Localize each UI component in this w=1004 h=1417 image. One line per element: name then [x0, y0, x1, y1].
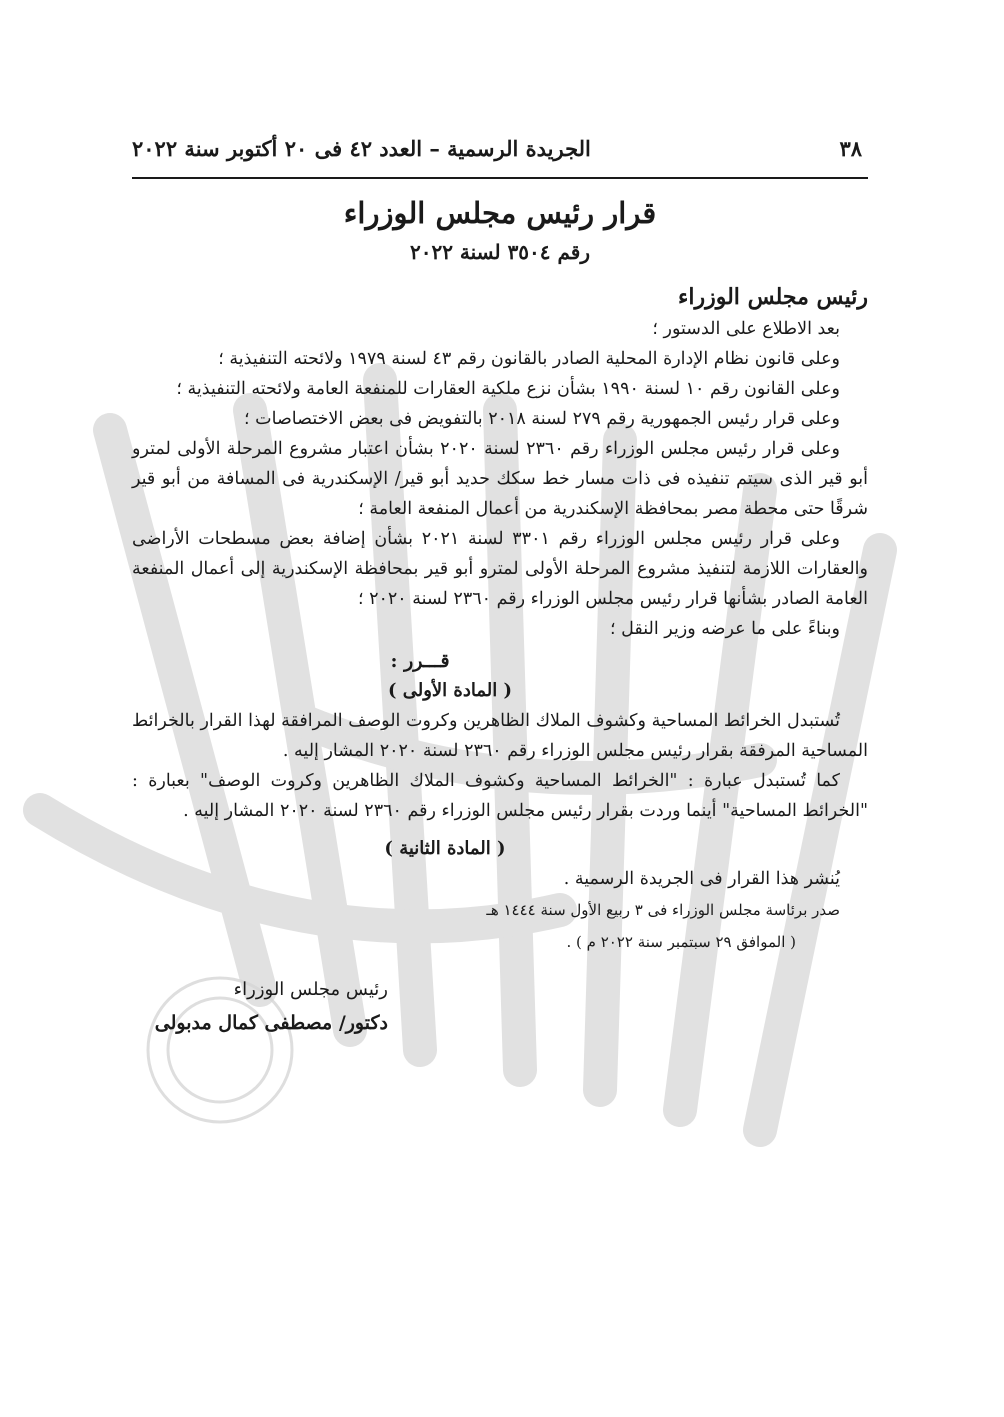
decree-body: [132, 282, 868, 1040]
issuer-heading: رئيس مجلس الوزراء: [678, 284, 868, 310]
issued-date-gregorian: ( الموافق ٢٩ سبتمبر سنة ٢٠٢٢ م ) .: [566, 933, 796, 951]
preamble-item: وعلى قرار رئيس مجلس الوزراء رقم ٣٣٠١ لسنة ٢٠٢١ بشأن إضافة بعض مسطحات الأراضى والعقارات اللازمة لتنفيذ مشروع المرحلة الأولى لمترو أبو قير بمحافظة الإسكندرية إلى أعمال المنفعة العامة الصادر بشأنها قرار رئيس مجلس الوزراء رقم ٢٣٦٠ لسنة ٢٠٢٠ ؛: [132, 529, 868, 609]
article-2-heading: ( المادة الثانية ): [384, 838, 506, 859]
article-2-text: يُنشر هذا القرار فى الجريدة الرسمية .: [563, 869, 840, 889]
signatory-name: دكتور/ مصطفى كمال مدبولى: [154, 1012, 388, 1034]
signatory-role: رئيس مجلس الوزراء: [233, 979, 388, 1000]
preamble-item: وبناءً على ما عرضه وزير النقل ؛: [610, 619, 840, 639]
decree-title: قرار رئيس مجلس الوزراء: [343, 196, 657, 230]
article-1-paragraph: تُستبدل الخرائط المساحية وكشوف الملاك الظاهرين وكروت الوصف المرافقة لهذا القرار بالخرائط المساحية المرفقة بقرار رئيس مجلس الوزراء رقم ٢٣٦٠ لسنة ٢٠٢٠ المشار إليه .: [132, 711, 868, 761]
decree-number: رقم ٣٥٠٤ لسنة ٢٠٢٢: [409, 240, 591, 264]
publication-line: الجريدة الرسمية – العدد ٤٢ فى ٢٠ أكتوبر سنة ٢٠٢٢: [132, 135, 591, 161]
preamble-item: وعلى قانون نظام الإدارة المحلية الصادر بالقانون رقم ٤٣ لسنة ١٩٧٩ ولائحته التنفيذية ؛: [218, 349, 840, 369]
preamble-item: وعلى قرار رئيس الجمهورية رقم ٢٧٩ لسنة ٢٠١٨ بالتفويض فى بعض الاختصاصات ؛: [244, 409, 840, 429]
preamble-item: وعلى القانون رقم ١٠ لسنة ١٩٩٠ بشأن نزع ملكية العقارات للمنفعة العامة ولائحته التنفيذية ؛: [176, 379, 840, 399]
page-header: [132, 130, 862, 166]
article-1-paragraph: كما تُستبدل عبارة : "الخرائط المساحية وكشوف الملاك الظاهرين وكروت الوصف" بعبارة : "الخرائط المساحية" أينما وردت بقرار رئيس مجلس الوزراء رقم ٢٣٦٠ لسنة ٢٠٢٠ المشار إليه .: [132, 771, 868, 821]
header-divider: [132, 177, 868, 179]
article-1-heading: ( المادة الأولى ): [387, 680, 513, 701]
preamble-item: بعد الاطلاع على الدستور ؛: [652, 319, 840, 339]
issued-date-hijri: صدر برئاسة مجلس الوزراء فى ٣ ربيع الأول سنة ١٤٤٤ هـ: [486, 901, 840, 919]
preamble-item: وعلى قرار رئيس مجلس الوزراء رقم ٢٣٦٠ لسنة ٢٠٢٠ بشأن اعتبار مشروع المرحلة الأولى لمترو أبو قير الذى سيتم تنفيذه فى ذات مسار خط سكك حديد أبو قير/ الإسكندرية فى المسافة من أبو قير شرقًا حتى محطة مصر بمحافظة الإسكندرية من أعمال المنفعة العامة ؛: [132, 439, 868, 519]
page-number: ٣٨: [839, 135, 862, 161]
signature-block: [132, 974, 868, 1040]
decided-label: قـــرر :: [390, 650, 450, 672]
